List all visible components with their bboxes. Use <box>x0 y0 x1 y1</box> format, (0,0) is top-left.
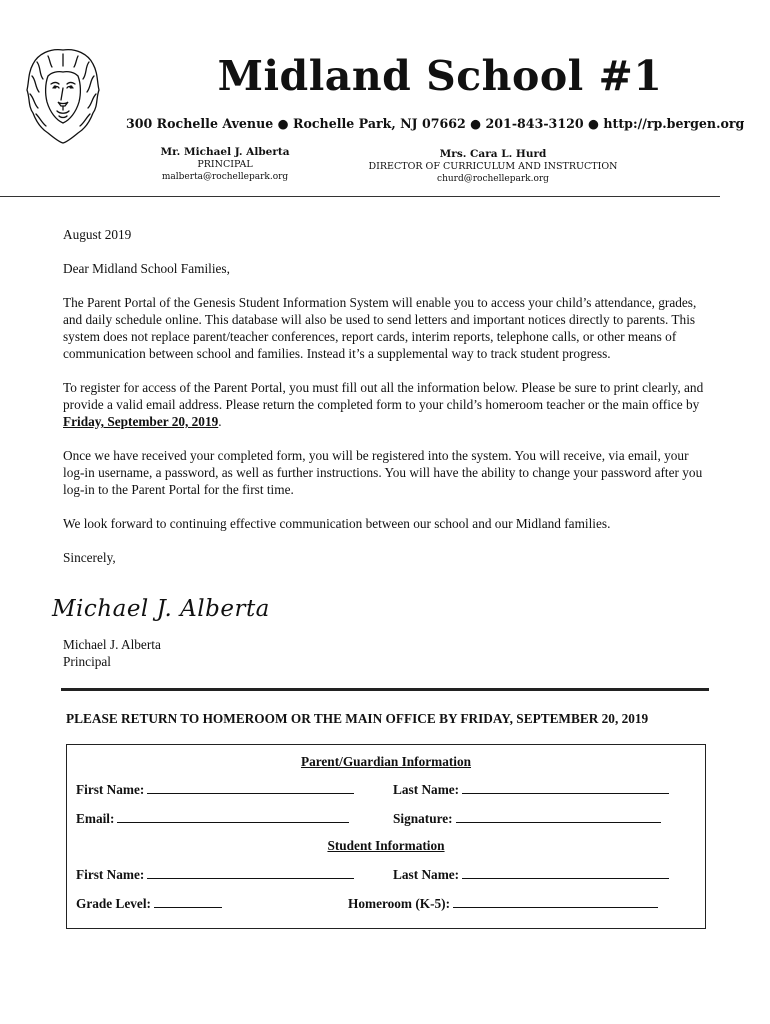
paragraph-2-text: To register for access of the Parent Portal, you must fill out all the information below. Please be sure to print clearly, and provide a valid email address. Please return the completed form to your child’s homeroom teacher or the main office by <box>63 380 704 412</box>
letter-paragraph-1: The Parent Portal of the Genesis Student Information System will enable you to access your child’s attendance, grades, and daily schedule online. This database will also be used to send letters and important notices directly to parents. This system does not replace parent/teacher conferences, report cards, interim reports, telephone calls, or other means of communication between school and families. Instead it’s a supplemental way to track student progress. <box>63 295 697 361</box>
header-divider <box>0 196 720 197</box>
signature-label: Signature: <box>393 811 453 826</box>
paragraph-2-end: . <box>218 414 222 429</box>
email-label: Email: <box>76 811 115 826</box>
student-last-name-field[interactable] <box>393 866 669 883</box>
school-contact-line: 300 Rochelle Avenue ● Rochelle Park, NJ 07662 ● 201-843-3120 ● http://rp.bergen.org <box>126 116 745 131</box>
director-block <box>362 148 624 184</box>
grade-level-label: Grade Level: <box>76 896 151 911</box>
principal-block <box>150 146 300 182</box>
student-first-name-blank[interactable] <box>147 866 354 879</box>
principal-title: PRINCIPAL <box>197 159 253 170</box>
signature-blank[interactable] <box>456 810 661 823</box>
handwritten-signature: Michael J. Alberta <box>52 596 270 622</box>
grade-level-field[interactable] <box>76 895 222 912</box>
director-email: churd@rochellepark.org <box>437 174 549 184</box>
student-last-name-label: Last Name: <box>393 867 460 882</box>
email-field[interactable] <box>76 810 349 827</box>
signer-name: Michael J. Alberta <box>63 637 161 652</box>
student-section-heading: Student Information <box>327 838 445 853</box>
letter-paragraph-4: We look forward to continuing effective communication between our school and our Midland families. <box>63 516 611 531</box>
homeroom-blank[interactable] <box>453 895 658 908</box>
principal-name: Mr. Michael J. Alberta <box>160 146 290 158</box>
letter-greeting: Dear Midland School Families, <box>63 261 230 276</box>
email-blank[interactable] <box>117 810 349 823</box>
student-first-name-label: First Name: <box>76 867 145 882</box>
grade-level-blank[interactable] <box>154 895 222 908</box>
student-last-name-blank[interactable] <box>462 866 669 879</box>
parent-section-heading: Parent/Guardian Information <box>300 754 472 769</box>
parent-first-name-label: First Name: <box>76 782 145 797</box>
section-divider <box>61 688 709 691</box>
parent-last-name-blank[interactable] <box>462 781 669 794</box>
principal-email: malberta@rochellepark.org <box>161 172 289 182</box>
parent-first-name-blank[interactable] <box>147 781 354 794</box>
letter-paragraph-3: Once we have received your completed form, you will be registered into the system. You will receive, via email, your log-in username, a password, as well as further instructions. You will have the ability to change your password after you log-in to the Parent Portal for the first time. <box>63 448 703 497</box>
letter-date: August 2019 <box>63 227 132 242</box>
signature-field[interactable] <box>393 810 661 827</box>
signer-title: Principal <box>63 654 112 669</box>
signer-block <box>63 636 161 670</box>
letter-closing: Sincerely, <box>63 550 116 565</box>
school-name: Midland School #1 <box>217 52 663 100</box>
homeroom-label: Homeroom (K-5): <box>348 896 451 911</box>
homeroom-field[interactable] <box>348 895 658 912</box>
letter-body <box>63 226 713 583</box>
parent-first-name-field[interactable] <box>76 781 354 798</box>
director-title: DIRECTOR OF CURRICULUM AND INSTRUCTION <box>368 161 618 172</box>
parent-last-name-label: Last Name: <box>393 782 460 797</box>
letter-paragraph-2 <box>63 379 713 430</box>
parent-last-name-field[interactable] <box>393 781 669 798</box>
return-instruction: PLEASE RETURN TO HOMEROOM OR THE MAIN OFFICE BY FRIDAY, SEPTEMBER 20, 2019 <box>66 711 649 726</box>
director-name: Mrs. Cara L. Hurd <box>439 148 547 160</box>
deadline-date: Friday, September 20, 2019 <box>63 414 219 429</box>
student-first-name-field[interactable] <box>76 866 354 883</box>
registration-form <box>66 744 706 929</box>
